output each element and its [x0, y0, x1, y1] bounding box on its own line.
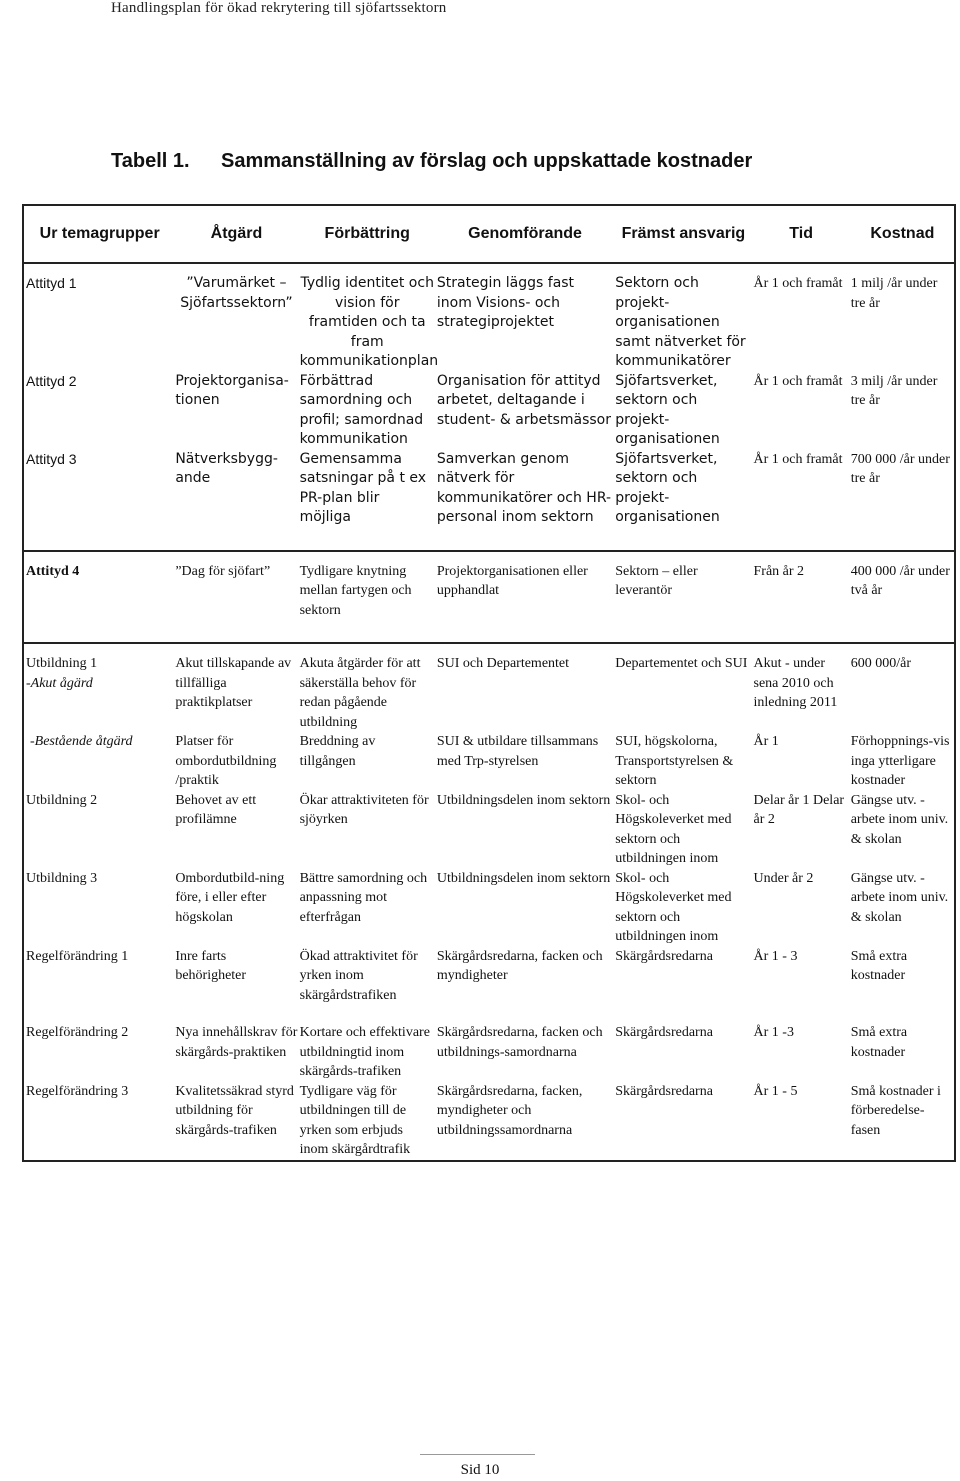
cell-responsible: Sjöfartsverket, sektorn och projekt-organisationen — [615, 450, 720, 525]
row-label: Regelförändring 1 — [26, 948, 129, 964]
cell-improvement: Ökar attraktiviteten för sjöyrken — [299, 792, 429, 827]
cell-cost: Gängse utv. - arbete inom univ. & skolan — [850, 870, 949, 925]
col-header-action: Åtgärd — [173, 205, 297, 263]
cell-time: Från år 2 — [753, 563, 805, 579]
table-header-row — [23, 205, 955, 263]
cell-cost: 400 000 /år under två år — [850, 563, 950, 598]
cell-action: Akut tillskapande av tillfälliga praktikplatser — [175, 656, 292, 710]
cell-time: Akut - under sena 2010 och inledning 2011 — [753, 656, 838, 710]
caption-title: Sammanställning av förslag och uppskattade kostnader — [221, 150, 753, 172]
row-label: Utbildning 3 — [26, 870, 98, 886]
cell-implementation: Utbildningsdelen inom sektorn — [436, 870, 611, 886]
cell-cost: 3 milj /år under tre år — [850, 373, 938, 408]
page-footer — [0, 1462, 960, 1479]
cell-implementation: Samverkan genom nätverk för kommunikatörer och HR-personal inom sektorn — [436, 450, 612, 525]
col-header-time: Tid — [752, 205, 849, 263]
cell-action: Kvalitetssäkrad styrd utbildning för skärgårds-trafiken — [175, 1083, 294, 1138]
cell-time: År 1 och framåt — [753, 451, 843, 467]
cell-improvement: Bättre samordning och anpassning mot efterfrågan — [299, 870, 428, 925]
row-label: Attityd 1 — [26, 275, 77, 291]
cell-responsible: Departementet och SUI — [615, 656, 748, 671]
cell-cost: Små extra kostnader — [850, 948, 908, 983]
row-label — [23, 644, 173, 732]
page-number: Sid 10 — [460, 1462, 500, 1478]
row-label: Utbildning 2 — [26, 792, 98, 808]
cell-implementation: Skärgårdsredarna, facken och myndigheter — [436, 948, 603, 983]
cell-implementation: SUI och Departementet — [436, 656, 570, 671]
table-row — [23, 372, 955, 450]
table-row — [23, 263, 955, 372]
cell-improvement: Akuta åtgärder för att säkerställa behov för redan pågående utbildning — [299, 656, 421, 730]
cell-improvement: Förbättrad samordning och profil; samordnad kommunikation — [299, 372, 424, 447]
cell-improvement: Tydlig identitet och vision för framtiden och ta fram kommunikationplan — [299, 275, 439, 369]
row-spacer — [23, 528, 955, 551]
row-label: Regelförändring 2 — [26, 1025, 129, 1040]
row-label: -Bestående åtgärd — [30, 734, 133, 749]
cell-implementation: Skärgårdsredarna, facken, myndigheter och utbildningssamordnarna — [436, 1083, 583, 1138]
cell-responsible: SUI, högskolorna, Transportstyrelsen & sektorn — [615, 734, 734, 788]
cell-implementation: SUI & utbildare tillsammans med Trp-styrelsen — [436, 734, 599, 769]
summary-table — [22, 204, 956, 1162]
col-header-implementation: Genomförande — [435, 205, 613, 263]
cell-implementation: Utbildningsdelen inom sektorn — [436, 792, 611, 808]
cell-responsible: Skärgårdsredarna — [615, 1025, 713, 1040]
cell-responsible: Sektorn och projekt-organisationen samt nätverket för kommunikatörer — [615, 275, 746, 369]
cell-implementation: Strategin läggs fast inom Visions- och strategiprojektet — [436, 275, 575, 330]
cell-cost: Små extra kostnader — [850, 1025, 908, 1060]
table-row — [23, 1082, 955, 1161]
footer-rule — [420, 1454, 535, 1455]
cell-implementation: Skärgårdsredarna, facken och utbildnings-samordnarna — [436, 1025, 603, 1060]
row-label: Attityd 2 — [26, 372, 77, 389]
cell-cost: Små kostnader i förberedelse-fasen — [850, 1083, 941, 1138]
cell-improvement: Tydligare väg för utbildningen till de yrken som erbjuds inom skärgårdtrafik — [299, 1083, 411, 1157]
cell-time: År 1 - 5 — [753, 1083, 798, 1099]
cell-cost: Gängse utv. - arbete inom univ. & skolan — [850, 792, 949, 847]
cell-time: Under år 2 — [753, 870, 814, 886]
row-label: Attityd 3 — [26, 450, 77, 467]
cell-improvement: Tydligare knytning mellan fartygen och sektorn — [299, 563, 412, 618]
col-header-group: Ur temagrupper — [23, 205, 173, 263]
cell-responsible: Skol- och Högskoleverket med sektorn och utbildningen inom — [615, 792, 732, 866]
cell-action: ”Dag för sjöfart” — [175, 563, 271, 579]
row-label-main: Utbildning 1 — [26, 656, 98, 671]
cell-action: ”Varumärket – Sjöfartssektorn” — [180, 275, 293, 311]
cell-action: Nätverksbygg-ande — [175, 450, 278, 486]
cell-improvement: Ökad attraktivitet för yrken inom skärgårdstrafiken — [299, 948, 418, 1003]
table-caption — [111, 150, 752, 173]
cell-time: År 1 - 3 — [753, 948, 798, 964]
row-spacer — [23, 620, 955, 643]
col-header-improvement: Förbättring — [298, 205, 435, 263]
cell-action: Nya innehållskrav för skärgårds-praktiken — [175, 1025, 298, 1060]
cell-cost: 700 000 /år under tre år — [850, 451, 950, 486]
table-row — [23, 732, 955, 791]
table-row — [23, 1023, 955, 1082]
cell-time: År 1 — [753, 734, 779, 749]
cell-action: Inre farts behörigheter — [175, 948, 247, 983]
cell-time: År 1 och framåt — [753, 276, 843, 291]
table-row — [23, 644, 955, 732]
table-row — [23, 552, 955, 621]
cell-cost: Förhoppnings-vis inga ytterligare kostnader — [850, 734, 950, 788]
cell-time: År 1 och framåt — [753, 373, 843, 389]
cell-implementation: Organisation för attityd arbetet, deltagande i student- & arbetsmässor — [436, 372, 611, 428]
cell-improvement: Kortare och effektivare utbildningtid inom skärgårds-trafiken — [299, 1025, 430, 1079]
cell-time: Delar år 1 Delar år 2 — [753, 792, 845, 827]
cell-responsible: Skärgårdsredarna — [615, 948, 713, 964]
col-header-cost: Kostnad — [849, 205, 955, 263]
cell-responsible: Sektorn – eller leverantör — [615, 563, 698, 598]
cell-action: Platser för ombordutbildning /praktik — [175, 734, 277, 788]
row-sublabel: -Akut ågärd — [26, 675, 93, 691]
cell-improvement: Gemensamma satsningar på t ex PR-plan blir möjliga — [299, 450, 427, 525]
caption-number: Tabell 1. — [111, 150, 190, 172]
table-row — [23, 947, 955, 1006]
running-header: Handlingsplan för ökad rekrytering till sjöfartssektorn — [111, 0, 447, 16]
cell-responsible: Skol- och Högskoleverket med sektorn och utbildningen inom — [615, 870, 732, 944]
cell-action: Projektorganisa-tionen — [175, 372, 289, 408]
cell-action: Behovet av ett profilämne — [175, 792, 257, 827]
cell-time: År 1 -3 — [753, 1025, 794, 1040]
row-spacer — [23, 1005, 955, 1023]
cell-responsible: Skärgårdsredarna — [615, 1083, 713, 1099]
cell-responsible: Sjöfartsverket, sektorn och projekt-organisationen — [615, 372, 720, 447]
cell-action: Ombordutbild-ning före, i eller efter högskolan — [175, 870, 285, 925]
row-label: Attityd 4 — [26, 563, 80, 579]
table-row — [23, 869, 955, 947]
cell-implementation: Projektorganisationen eller upphandlat — [436, 563, 588, 598]
row-label: Regelförändring 3 — [26, 1083, 129, 1099]
col-header-responsible: Främst ansvarig — [613, 205, 751, 263]
cell-cost: 1 milj /år under tre år — [850, 276, 938, 311]
table-row — [23, 791, 955, 869]
table-row — [23, 450, 955, 528]
cell-improvement: Breddning av tillgången — [299, 734, 376, 769]
cell-cost: 600 000/år — [850, 656, 911, 671]
